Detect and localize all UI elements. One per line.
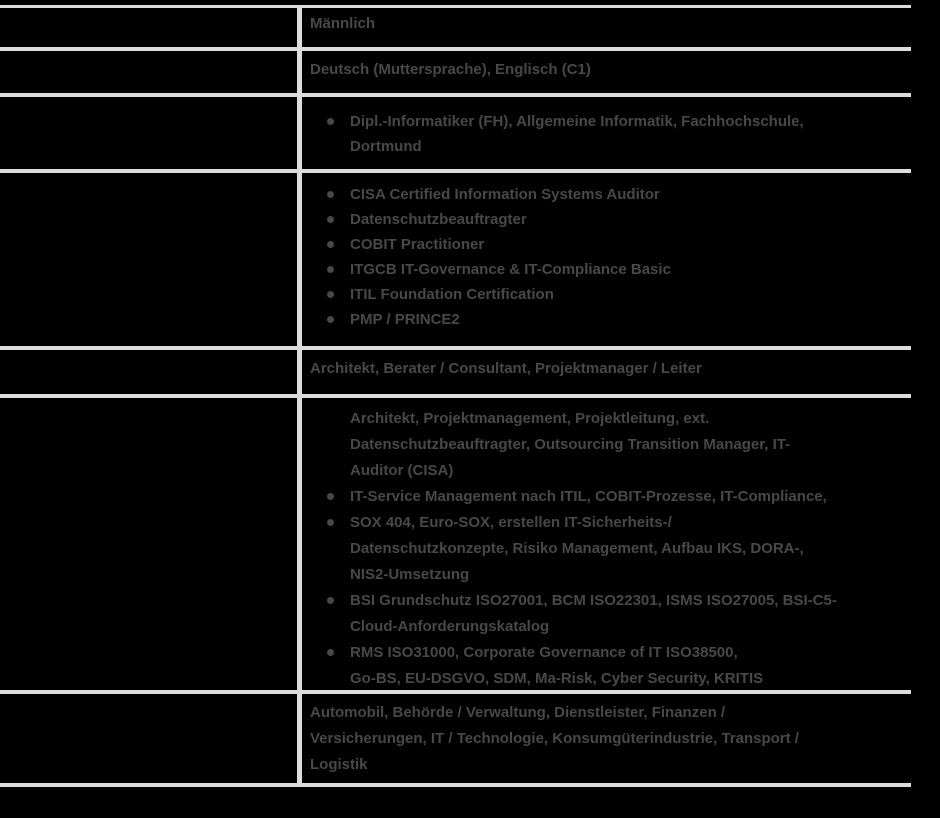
certifications-value-cell	[302, 173, 911, 346]
text-line: NIS2-Umsetzung	[350, 566, 470, 583]
text-line: Dipl.-Informatiker (FH), Allgemeine Informatik, Fachhochschule,	[350, 113, 804, 130]
languages-value-cell	[302, 51, 911, 93]
list-item	[310, 307, 911, 332]
list-item	[310, 182, 911, 207]
text-line: Datenschutzbeauftragter, Outsourcing Transition Manager, IT-	[350, 436, 791, 453]
text-line: IT-Service Management nach ITIL, COBIT-Prozesse, IT-Compliance,	[350, 488, 827, 505]
list-item	[310, 257, 911, 282]
label-cell-redacted	[0, 173, 302, 346]
text-line: Architekt, Projektmanagement, Projektleitung, ext.	[350, 410, 710, 427]
table-row-gender	[0, 8, 911, 51]
bullet-icon	[310, 109, 350, 125]
text-line: CISA Certified Information Systems Auditor	[350, 186, 660, 203]
text-line: Automobil, Behörde / Verwaltung, Dienstleister, Finanzen /	[310, 704, 726, 721]
bullet-icon	[310, 207, 350, 223]
bullet-icon	[310, 588, 350, 604]
table-row-languages	[0, 51, 911, 97]
table-row-certifications	[0, 173, 911, 350]
text-line: ITGCB IT-Governance & IT-Compliance Basic	[350, 261, 671, 278]
list-item	[310, 406, 911, 484]
list-item	[310, 510, 911, 588]
education-value-cell	[302, 97, 911, 169]
list-item	[310, 232, 911, 257]
text-line: PMP / PRINCE2	[350, 311, 460, 328]
roles-value-cell	[302, 350, 911, 394]
label-cell-redacted	[0, 8, 302, 47]
label-cell-redacted	[0, 694, 302, 783]
text-line: ITIL Foundation Certification	[350, 286, 554, 303]
list-item	[310, 207, 911, 232]
text-line: Versicherungen, IT / Technologie, Konsumgüterindustrie, Transport /	[310, 730, 799, 747]
list-item	[310, 588, 911, 640]
text-line: Dortmund	[350, 138, 422, 155]
table-row-roles	[0, 350, 911, 398]
label-cell-redacted	[0, 97, 302, 169]
list-item	[310, 282, 911, 307]
text-line: Auditor (CISA)	[350, 462, 454, 479]
text-line: RMS ISO31000, Corporate Governance of IT ISO38500,	[350, 644, 738, 661]
text-line: COBIT Practitioner	[350, 236, 485, 253]
bullet-icon	[310, 257, 350, 273]
text-line: Cloud-Anforderungskatalog	[350, 618, 550, 635]
text-line: BSI Grundschutz ISO27001, BCM ISO22301, ISMS ISO27005, BSI-C5-	[350, 592, 837, 609]
text-line: SOX 404, Euro-SOX, erstellen IT-Sicherheits-/	[350, 514, 672, 531]
profile-table	[0, 5, 911, 787]
gender-value-cell	[302, 8, 911, 47]
industries-value-cell	[302, 694, 911, 783]
text-line: Datenschutzbeauftragter	[350, 211, 527, 228]
list-item	[310, 640, 911, 692]
label-cell-redacted	[0, 51, 302, 93]
bullet-icon	[310, 182, 350, 198]
focus-value-cell	[302, 398, 911, 690]
bullet-icon	[310, 640, 350, 656]
list-item	[310, 484, 911, 510]
bullet-icon	[310, 232, 350, 248]
table-row-focus	[0, 398, 911, 694]
text-line: Go-BS, EU-DSGVO, SDM, Ma-Risk, Cyber Security, KRITIS	[350, 670, 764, 687]
bullet-icon	[310, 282, 350, 298]
bullet-icon	[310, 307, 350, 323]
text-line: Logistik	[310, 756, 368, 773]
text-line: Deutsch (Muttersprache), Englisch (C1)	[310, 61, 591, 78]
text-line: Architekt, Berater / Consultant, Projektmanager / Leiter	[310, 360, 702, 377]
text-line: Datenschutzkonzepte, Risiko Management, Aufbau IKS, DORA-,	[350, 540, 804, 557]
list-item	[310, 109, 911, 159]
table-row-education	[0, 97, 911, 173]
table-row-industries	[0, 694, 911, 787]
label-cell-redacted	[0, 350, 302, 394]
bullet-icon	[310, 484, 350, 500]
label-cell-redacted	[0, 398, 302, 690]
bullet-icon	[310, 510, 350, 526]
text-line: Männlich	[310, 15, 376, 32]
